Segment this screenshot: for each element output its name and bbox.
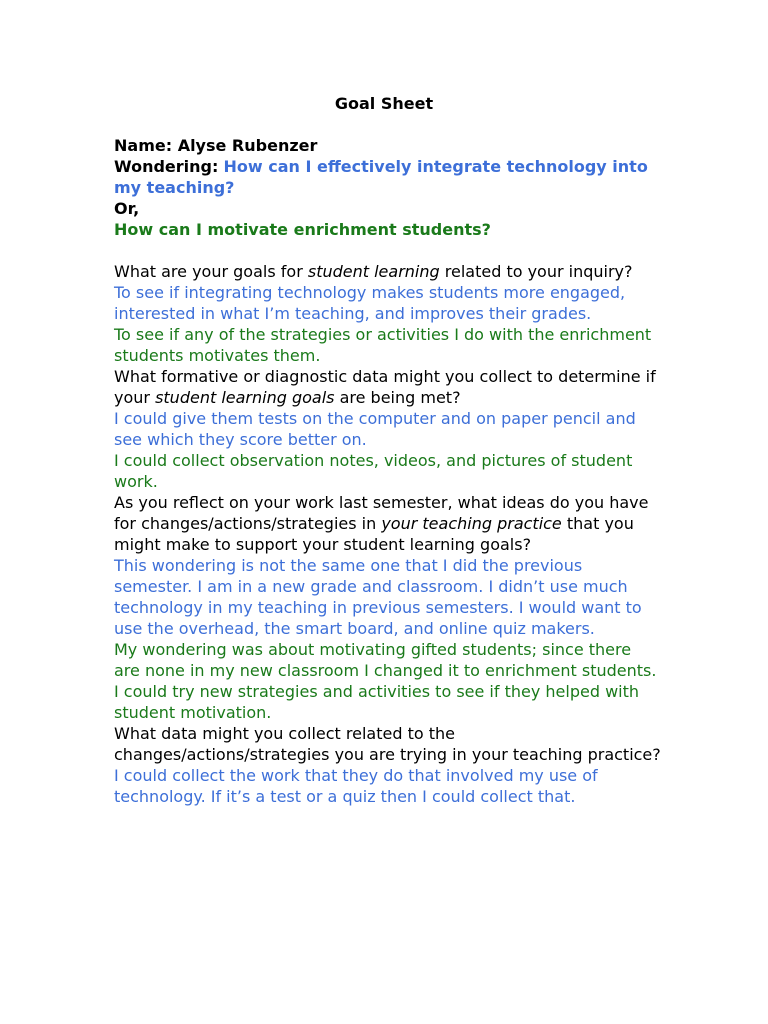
question-text: related to your inquiry? [439,262,633,281]
name-label: Name: [114,136,173,155]
question-student-learning [114,261,662,282]
wondering-label: Wondering: [114,157,219,176]
answer-technology: I could give them tests on the computer and on paper pencil and see which they score better on. [114,409,636,449]
or-label: Or, [114,199,140,218]
question-emphasis: your teaching practice [381,514,562,533]
question-formative-data [114,366,662,408]
answer-enrichment: I could collect observation notes, videos, and pictures of student work. [114,451,633,491]
answer-enrichment: To see if any of the strategies or activities I do with the enrichment students motivates them. [114,325,652,365]
question-text: are being met? [334,388,461,407]
name-value: Alyse Rubenzer [177,136,318,155]
question-text: As you reflect on your work last semester, what ideas do you have for changes/actions/strategies in [114,493,649,533]
spacer [114,240,662,261]
question-text: What are your goals for [114,262,308,281]
wondering-secondary: How can I motivate enrichment students? [114,220,491,239]
question-text: that you might make to support your student learning goals? [114,514,634,554]
question-text: What formative or diagnostic data might you collect to determine if your [114,367,656,407]
wondering-primary: How can I effectively integrate technology into my teaching? [114,157,648,197]
question-teaching-practice [114,492,662,555]
answer-enrichment: My wondering was about motivating gifted students; since there are none in my new classroom I changed it to enrichment students. I could try new strategies and activities to see if they helped with student motivation. [114,640,657,722]
question-emphasis: student learning goals [155,388,335,407]
question-data-collection: What data might you collect related to the changes/actions/strategies you are trying in your teaching practice? [114,724,661,764]
answer-technology: To see if integrating technology makes students more engaged, interested in what I’m teaching, and improves their grades. [114,283,626,323]
wondering-line [114,156,662,198]
answer-technology: This wondering is not the same one that I did the previous semester. I am in a new grade and classroom. I didn’t use much technology in my teaching in previous semesters. I would want to use the overhead, the smart board, and online quiz makers. [114,556,642,638]
name-line [114,135,662,156]
page-title: Goal Sheet [334,94,434,113]
question-emphasis: student learning [307,262,440,281]
answer-technology: I could collect the work that they do that involved my use of technology. If it’s a test or a quiz then I could collect that. [114,766,598,806]
goal-sheet-body [114,135,662,807]
